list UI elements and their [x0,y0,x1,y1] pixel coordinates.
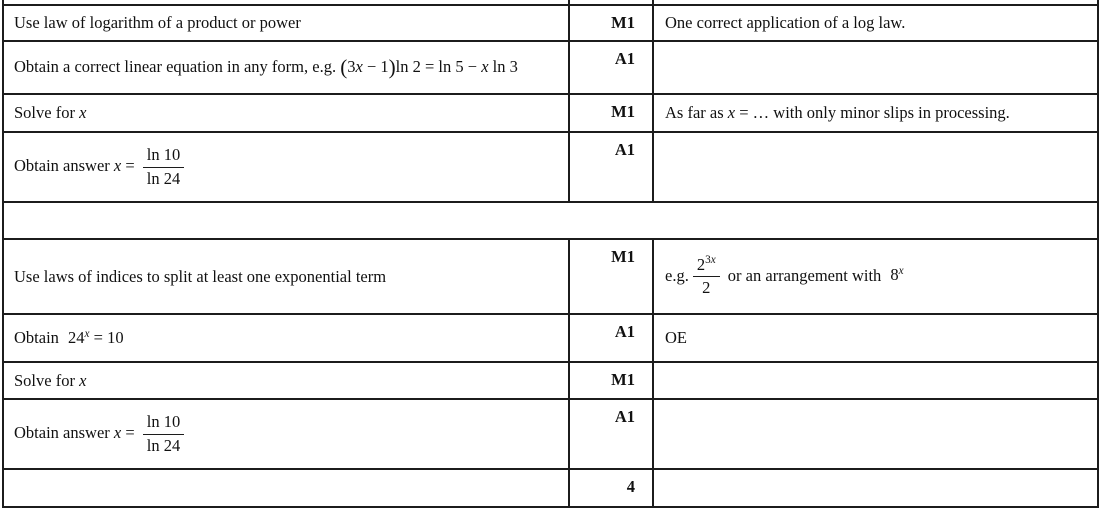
denominator: ln 24 [146,168,181,188]
mark-code: M1 [611,13,635,32]
mark-cell [569,399,653,469]
desc-cell [3,132,569,202]
table-row [3,314,1098,362]
mark-cell [569,5,653,41]
math-var: x [481,57,489,76]
math-var: x [727,103,736,122]
denominator: ln 24 [146,435,181,455]
step-text: Use laws of indices to split at least one exponential term [14,266,387,286]
mark-code: M1 [611,247,635,266]
total-row [3,469,1098,507]
comment-cell [653,132,1098,202]
equation-mid: − 1 [362,57,389,76]
equation-after: ln 2 = ln 5 − [395,57,482,76]
numerator: ln 10 [143,413,184,434]
mark-code: A1 [614,322,635,341]
comment-cell [653,41,1098,94]
fraction [143,146,184,188]
comment-cell [653,399,1098,469]
comment-cell [653,469,1098,507]
comment-cell [653,239,1098,314]
fraction [693,256,720,298]
base: 8 [890,265,899,285]
total-marks-cell [569,469,653,507]
step-text: Solve for [14,370,80,390]
comment-text: e.g. [665,265,689,285]
comment-cell [653,94,1098,132]
alt-method-header-cell [3,202,1098,239]
mark-code: M1 [611,370,635,389]
denominator: 2 [702,278,711,297]
exponent [705,254,716,266]
desc-cell [3,314,569,362]
mark-cell [569,362,653,399]
desc-cell [3,362,569,399]
mark-code: A1 [614,49,635,68]
math-var: x [79,103,87,122]
mark-cell [569,41,653,94]
mark-code: A1 [614,407,635,426]
numerator [693,256,720,277]
mark-cell [569,239,653,314]
mark-code: M1 [611,102,635,121]
exponent-var: x [710,254,716,267]
mark-cell [569,132,653,202]
base: 2 [696,254,706,274]
math-var: x [113,422,122,442]
base: 24 [68,328,85,347]
desc-cell [3,94,569,132]
equals-sign: = [121,422,139,442]
desc-cell [3,239,569,314]
fraction [143,413,184,455]
comment-text: = … with only minor slips in processing. [735,103,1010,122]
comment-text: OE [665,328,687,347]
comment-text: One correct application of a log law. [665,13,906,32]
total-marks: 4 [626,477,635,496]
desc-cell [3,399,569,469]
mark-cell [569,94,653,132]
equation-tail: ln 3 [488,57,518,76]
step-text: Obtain [14,328,64,347]
comment-cell [653,5,1098,41]
comment-cell [653,314,1098,362]
table-row [3,239,1098,314]
equation [340,55,518,79]
desc-cell [3,469,569,507]
table-row [3,5,1098,41]
step-text: = 10 [89,328,124,347]
table-row [3,399,1098,469]
exponent-var: x [84,327,90,340]
step-text: Obtain answer [14,155,114,175]
math-var: x [113,155,122,175]
table-row [3,362,1098,399]
step-text: Use law of logarithm of a product or power [14,13,301,32]
step-text: Solve for [14,103,80,122]
mark-scheme-table [2,0,1099,508]
math-var: x [79,370,87,390]
exponent-coef: 3 [705,254,711,267]
table-row [3,94,1098,132]
table-row [3,41,1098,94]
comment-text: As far as [665,103,728,122]
right-paren: ) [388,55,396,79]
coefficient: 3 [347,57,356,76]
step-text: Obtain answer [14,422,114,442]
alt-method-header-row [3,202,1098,239]
left-paren: ( [340,55,348,79]
desc-cell [3,41,569,94]
comment-cell [653,362,1098,399]
mark-cell [569,314,653,362]
comment-text: or an arrangement with [723,265,886,285]
numerator: ln 10 [143,146,184,167]
table-row [3,132,1098,202]
mark-code: A1 [614,140,635,159]
step-text: Obtain a correct linear equation in any form, e.g. [14,57,341,76]
desc-cell [3,5,569,41]
exponent-var: x [898,265,904,278]
math-var: x [355,57,363,76]
equals-sign: = [121,155,139,175]
